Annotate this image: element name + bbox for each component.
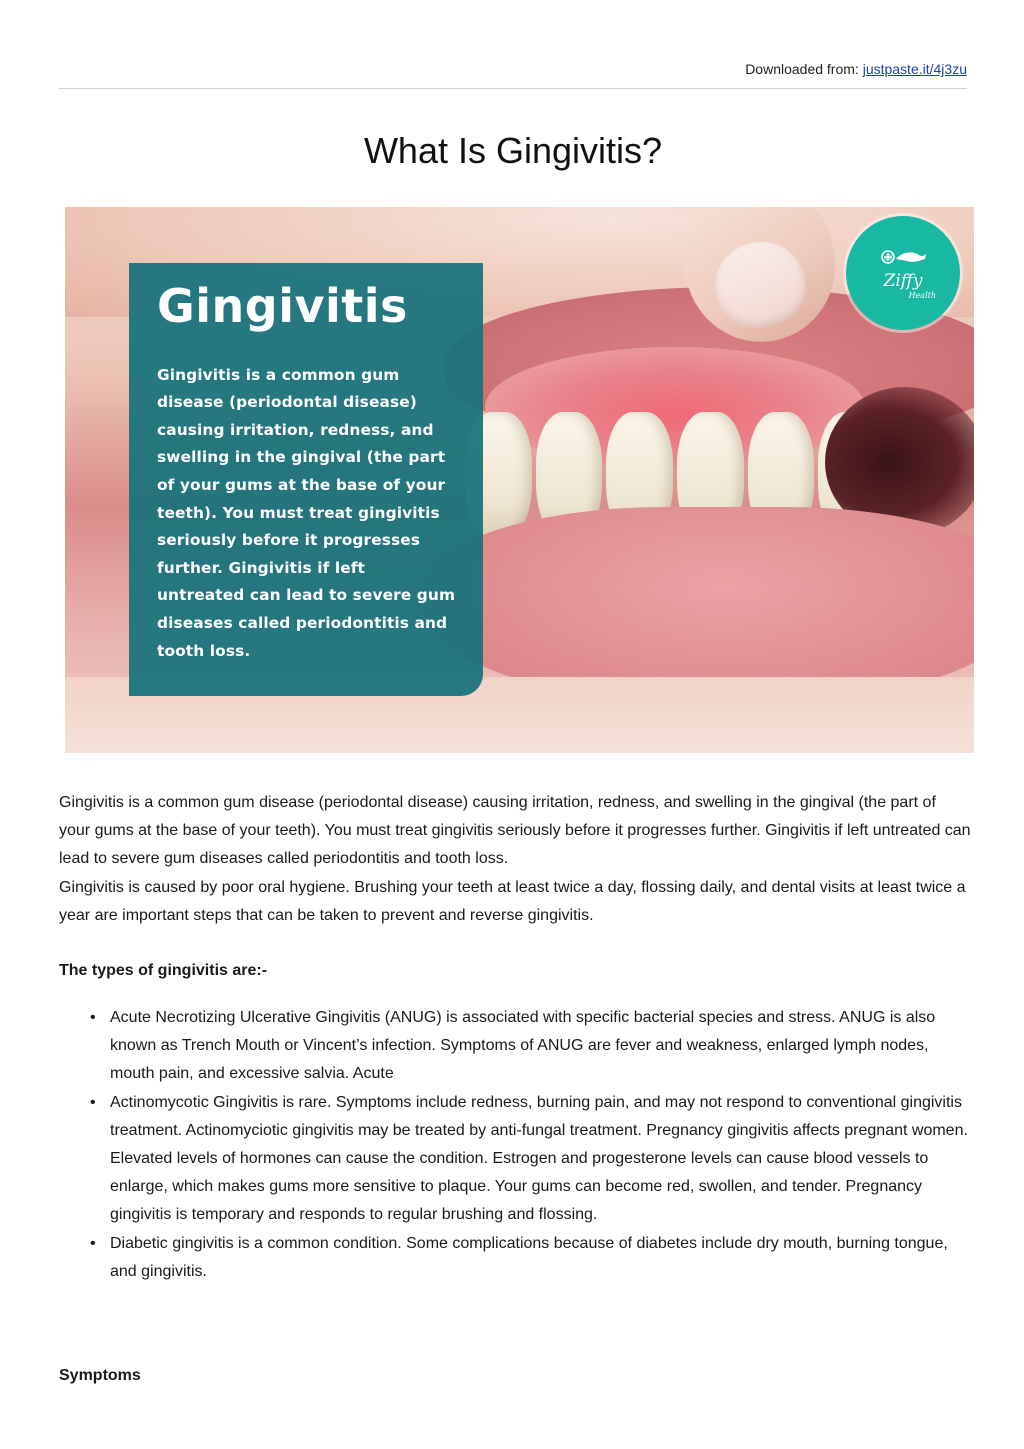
list-item (90, 1230, 971, 1286)
intro-paragraph: Gingivitis is a common gum disease (periodontal disease) causing irritation, redness, and swelling in the gingival (the part of your gums at the base of your teeth). You must treat gingivitis seriously before it progresses further. Gingivitis if left untreated can lead to severe gum diseases called periodontitis and tooth loss. (59, 794, 971, 868)
download-source-header (745, 61, 967, 77)
hero-overlay-card (129, 263, 483, 696)
logo-subtitle: Health (908, 290, 936, 300)
types-heading: The types of gingivitis are:- (59, 962, 268, 979)
ziffy-cheetah-logo-icon (879, 247, 927, 271)
bullet-icon: • (90, 1234, 96, 1252)
intro-text (59, 789, 971, 930)
list-item-text: Actinomycotic Gingivitis is rare. Symptoms include redness, burning pain, and may not respond to conventional gingivitis treatment. Actinomyciotic gingivitis may be treated by anti-fungal treatment. Pregnancy gingivitis affects pregnant women. Elevated levels of hormones can cause the condition. Estrogen and progesterone levels can cause blood vessels to enlarge, which makes gums more sensitive to plaque. Your gums can become red, swollen, and tender. Pregnancy gingivitis is temporary and responds to regular brushing and flossing. (110, 1093, 968, 1224)
bullet-icon: • (90, 1009, 96, 1026)
cause-paragraph: Gingivitis is caused by poor oral hygiene. Brushing your teeth at least twice a day, flossing daily, and dental visits at least twice a year are important steps that can be taken to prevent and reverse gingivitis. (59, 878, 966, 924)
bullet-icon: • (90, 1093, 96, 1111)
symptoms-heading: Symptoms (59, 1367, 141, 1384)
hero-image-gingivitis (65, 207, 974, 753)
logo-wordmark: Ziffy (883, 270, 923, 291)
types-list (59, 1004, 971, 1286)
list-item-text: Diabetic gingivitis is a common condition. Some complications because of diabetes include dry mouth, burning tongue, and gingivitis. (110, 1234, 948, 1280)
ziffy-health-logo (846, 216, 960, 330)
download-source-label: Downloaded from: (745, 61, 859, 77)
page-title: What Is Gingivitis? (363, 130, 663, 171)
list-item (90, 1004, 971, 1089)
hero-overlay-text: Gingivitis is a common gum disease (periodontal disease) causing irritation, redness, and swelling in the gingival (the part of your gums at the base of your teeth). You must treat gingivitis seriously before it progresses further. Gingivitis if left untreated can lead to severe gum diseases called periodontitis and tooth loss. (157, 365, 456, 660)
list-item-text: Acute Necrotizing Ulcerative Gingivitis (ANUG) is associated with specific bacterial species and stress. ANUG is also known as Trench Mouth or Vincent’s infection. Symptoms of ANUG are fever and weakness, enlarged lymph nodes, mouth pain, and excessive salvia. Acute (110, 1009, 936, 1083)
hero-overlay-title: Gingivitis (157, 279, 408, 333)
download-source-link[interactable]: justpaste.it/4j3zu (862, 61, 967, 77)
list-item (90, 1089, 971, 1230)
header-divider (59, 88, 967, 89)
